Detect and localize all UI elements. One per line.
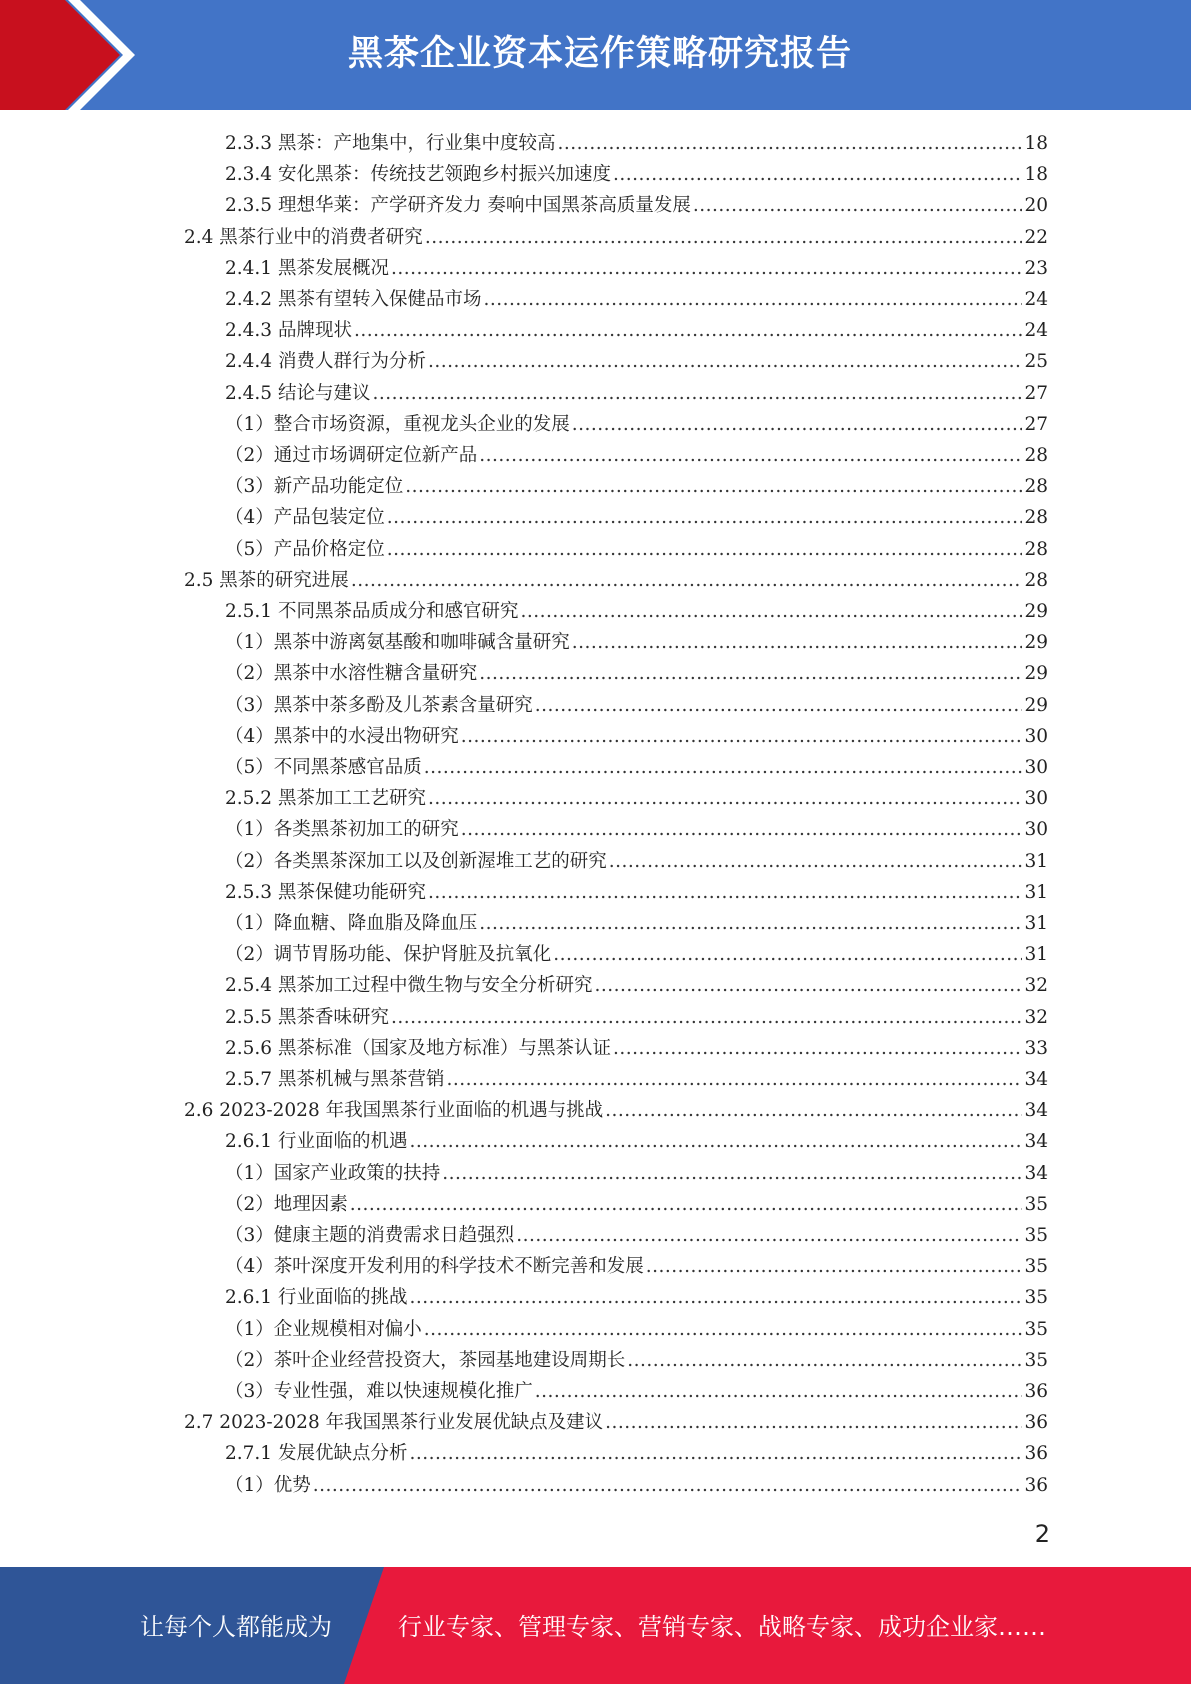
toc-entry[interactable] [225,627,1048,658]
toc-entry-label: （2）黑茶中水溶性糖含量研究 [225,663,478,685]
toc-entry[interactable] [184,1095,1048,1126]
toc-entry[interactable] [225,721,1048,752]
toc-entry[interactable] [225,596,1048,627]
toc-entry[interactable] [225,315,1048,346]
toc-entry-label: （1）企业规模相对偏小 [225,1318,422,1340]
toc-entry-label: 2.5.6 黑茶标准（国家及地方标准）与黑茶认证 [225,1037,611,1059]
toc-entry-page: 31 [1024,913,1048,934]
toc-leader-dots [557,128,1022,159]
toc-entry[interactable] [225,409,1048,440]
toc-entry[interactable] [225,346,1048,377]
toc-entry-page: 29 [1024,694,1048,716]
toc-leader-dots [351,565,1023,596]
toc-leader-dots [553,939,1022,970]
toc-entry[interactable] [184,565,1048,596]
toc-entry-label: 2.6.1 行业面临的挑战 [225,1287,408,1309]
toc-entry-label: （1）降血糖、降血脂及降血压 [225,913,478,934]
toc-entry-page: 36 [1024,1443,1048,1465]
toc-entry-label: 2.4.1 黑茶发展概况 [225,257,389,279]
toc-entry[interactable] [225,1376,1048,1407]
toc-entry-label: 2.4 黑茶行业中的消费者研究 [184,226,423,248]
toc-entry-label: （3）专业性强，难以快速规模化推广 [225,1381,533,1402]
toc-entry-page: 27 [1024,382,1048,404]
toc-entry[interactable] [225,1158,1048,1189]
toc-entry-label: （1）整合市场资源，重视龙头企业的发展 [225,413,570,435]
toc-entry[interactable] [225,253,1048,284]
toc-entry[interactable] [225,471,1048,502]
toc-entry-label: （1）优势 [225,1474,311,1496]
toc-entry[interactable] [225,534,1048,565]
toc-entry-page: 31 [1024,850,1048,872]
toc-entry-label: （3）黑茶中茶多酚及儿茶素含量研究 [225,694,533,716]
toc-entry-page: 24 [1024,289,1048,310]
toc-entry-label: 2.6 2023-2028 年我国黑茶行业面临的机遇与挑战 [184,1100,604,1122]
toc-entry-label: 2.7 2023-2028 年我国黑茶行业发展优缺点及建议 [184,1412,604,1434]
toc-entry-page: 32 [1024,975,1048,997]
toc-entry[interactable] [225,1282,1048,1313]
toc-leader-dots [391,1002,1022,1033]
toc-entry-label: 2.5.2 黑茶加工工艺研究 [225,788,426,810]
toc-leader-dots [479,908,1022,939]
toc-leader-dots [572,409,1023,440]
toc-entry-page: 29 [1024,632,1048,654]
toc-entry[interactable] [225,1064,1048,1095]
toc-entry-page: 24 [1024,320,1048,342]
toc-leader-dots [479,658,1022,689]
document-title: 黑茶企业资本运作策略研究报告 [347,34,852,74]
toc-entry[interactable] [225,1189,1048,1220]
toc-entry-page: 22 [1024,226,1048,248]
toc-entry-page: 30 [1024,757,1048,778]
toc-entry[interactable] [225,690,1048,721]
toc-entry[interactable] [225,159,1048,190]
toc-entry-label: 2.4.3 品牌现状 [225,320,352,342]
toc-entry[interactable] [225,1033,1048,1064]
toc-leader-dots [627,1345,1022,1376]
toc-leader-dots [605,1407,1022,1438]
toc-entry-page: 28 [1024,476,1048,498]
toc-leader-dots [387,534,1023,565]
toc-entry-page: 36 [1024,1412,1048,1434]
toc-leader-dots [424,752,1023,783]
toc-entry[interactable] [225,783,1048,814]
toc-entry-page: 34 [1024,1069,1048,1090]
toc-entry-label: （2）各类黑茶深加工以及创新渥堆工艺的研究 [225,850,607,872]
toc-entry-page: 34 [1024,1100,1048,1122]
toc-entry-label: 2.4.5 结论与建议 [225,382,371,404]
toc-entry-page: 25 [1024,351,1048,373]
toc-leader-dots [520,596,1022,627]
toc-entry[interactable] [225,1220,1048,1251]
toc-leader-dots [387,502,1023,533]
toc-leader-dots [425,222,1023,253]
toc-entry-page: 35 [1024,1318,1048,1340]
toc-entry-page: 18 [1024,133,1048,154]
toc-entry-label: 2.5.7 黑茶机械与黑茶营销 [225,1069,445,1090]
toc-entry-label: （2）通过市场调研定位新产品 [225,445,478,466]
toc-entry-page: 29 [1024,601,1048,622]
toc-entry-label: 2.4.4 消费人群行为分析 [225,351,426,373]
toc-leader-dots [483,284,1022,315]
toc-entry[interactable] [225,1251,1048,1282]
toc-entry-page: 27 [1024,413,1048,435]
toc-entry-label: （4）产品包装定位 [225,507,385,529]
toc-entry-page: 35 [1024,1256,1048,1278]
toc-entry[interactable] [225,1126,1048,1157]
toc-entry-label: 2.3.5 理想华莱：产学研齐发力 奏响中国黑茶高质量发展 [225,195,691,217]
toc-leader-dots [409,1282,1022,1313]
toc-entry[interactable] [225,970,1048,1001]
toc-leader-dots [442,1158,1022,1189]
toc-entry-label: 2.3.4 安化黑茶：传统技艺领跑乡村振兴加速度 [225,164,611,186]
toc-entry-label: （3）新产品功能定位 [225,476,404,498]
toc-entry-label: （5）产品价格定位 [225,538,385,560]
toc-leader-dots [613,1033,1022,1064]
toc-entry-page: 29 [1024,663,1048,685]
footer-slogan-right: 行业专家、管理专家、营销专家、战略专家、成功企业家…… [398,1613,1046,1641]
toc-leader-dots [535,1376,1023,1407]
toc-leader-dots [609,846,1023,877]
toc-entry[interactable] [225,502,1048,533]
toc-leader-dots [446,1064,1022,1095]
toc-leader-dots [409,1438,1022,1469]
toc-leader-dots [428,783,1022,814]
toc-entry-page: 35 [1024,1193,1048,1215]
toc-entry-label: 2.5.4 黑茶加工过程中微生物与安全分析研究 [225,975,593,997]
toc-entry-page: 28 [1024,445,1048,466]
toc-leader-dots [350,1189,1023,1220]
toc-entry[interactable] [225,877,1048,908]
toc-entry-label: （2）茶叶企业经营投资大，茶园基地建设周期长 [225,1349,626,1371]
toc-leader-dots [572,627,1023,658]
toc-entry-label: （3）健康主题的消费需求日趋强烈 [225,1225,515,1246]
page-number: 2 [1034,1520,1050,1548]
toc-entry-label: 2.5.5 黑茶香味研究 [225,1006,389,1028]
toc-entry-page: 18 [1024,164,1048,186]
toc-leader-dots [428,346,1022,377]
toc-entry[interactable] [225,939,1048,970]
toc-leader-dots [516,1220,1022,1251]
toc-entry-page: 31 [1024,944,1048,966]
toc-entry[interactable] [225,440,1048,471]
toc-entry[interactable] [225,1314,1048,1345]
toc-leader-dots [354,315,1023,346]
toc-entry-label: 2.7.1 发展优缺点分析 [225,1443,408,1465]
toc-leader-dots [605,1095,1022,1126]
toc-leader-dots [646,1251,1023,1282]
toc-entry-page: 28 [1024,569,1048,591]
toc-entry-page: 35 [1024,1287,1048,1309]
toc-entry[interactable] [225,908,1048,939]
toc-leader-dots [372,378,1022,409]
toc-entry-page: 31 [1024,881,1048,903]
toc-entry[interactable] [225,284,1048,315]
toc-entry-label: （4）茶叶深度开发利用的科学技术不断完善和发展 [225,1256,644,1278]
toc-entry[interactable] [225,1002,1048,1033]
toc-entry-page: 36 [1024,1474,1048,1496]
toc-entry[interactable] [225,846,1048,877]
header-arrow-decoration [0,0,160,110]
page-header [0,0,1191,110]
toc-entry-label: 2.4.2 黑茶有望转入保健品市场 [225,289,482,310]
toc-entry[interactable] [225,378,1048,409]
toc-entry-label: （2）调节胃肠功能、保护肾脏及抗氧化 [225,944,552,966]
toc-entry-label: 2.3.3 黑茶：产地集中，行业集中度较高 [225,133,556,154]
toc-entry[interactable] [225,128,1048,159]
toc-entry[interactable] [225,190,1048,221]
toc-entry-page: 35 [1024,1349,1048,1371]
toc-entry-page: 32 [1024,1006,1048,1028]
toc-entry[interactable] [225,1438,1048,1469]
toc-entry-label: 2.5 黑茶的研究进展 [184,569,349,591]
toc-entry-page: 35 [1024,1225,1048,1246]
toc-leader-dots [428,877,1022,908]
toc-leader-dots [461,721,1023,752]
toc-leader-dots [424,1314,1023,1345]
toc-entry-label: （4）黑茶中的水浸出物研究 [225,725,459,747]
toc-entry-page: 28 [1024,507,1048,529]
toc-leader-dots [535,690,1023,721]
toc-entry-label: 2.6.1 行业面临的机遇 [225,1131,408,1153]
toc-entry-page: 34 [1024,1162,1048,1184]
toc-entry-page: 30 [1024,725,1048,747]
toc-entry[interactable] [184,222,1048,253]
toc-entry[interactable] [184,1407,1048,1438]
toc-entry-label: （2）地理因素 [225,1193,348,1215]
toc-entry-page: 28 [1024,538,1048,560]
toc-entry-page: 34 [1024,1131,1048,1153]
toc-leader-dots [313,1470,1023,1501]
toc-entry-page: 23 [1024,257,1048,279]
toc-entry-label: （1）国家产业政策的扶持 [225,1162,441,1184]
toc-entry[interactable] [225,658,1048,689]
toc-entry[interactable] [225,814,1048,845]
toc-leader-dots [693,190,1023,221]
toc-entry-page: 20 [1024,195,1048,217]
toc-entry-label: （5）不同黑茶感官品质 [225,757,422,778]
toc-leader-dots [613,159,1022,190]
toc-entry[interactable] [225,1345,1048,1376]
toc-entry-label: 2.5.3 黑茶保健功能研究 [225,881,426,903]
page-footer [0,1567,1191,1684]
toc-entry-page: 33 [1024,1037,1048,1059]
toc-entry-label: 2.5.1 不同黑茶品质成分和感官研究 [225,601,519,622]
toc-leader-dots [594,970,1022,1001]
toc-entry-label: （1）黑茶中游离氨基酸和咖啡碱含量研究 [225,632,570,654]
toc-leader-dots [461,814,1023,845]
toc-entry-page: 30 [1024,819,1048,841]
toc-leader-dots [479,440,1022,471]
toc-entry-label: （1）各类黑茶初加工的研究 [225,819,459,841]
toc-entry[interactable] [225,752,1048,783]
toc-leader-dots [409,1126,1022,1157]
toc-entry-page: 30 [1024,788,1048,810]
footer-slogan-left: 让每个人都能成为 [140,1613,332,1641]
toc-leader-dots [391,253,1022,284]
toc-entry[interactable] [225,1470,1048,1501]
toc-leader-dots [405,471,1022,502]
toc-entry-page: 36 [1024,1381,1048,1402]
